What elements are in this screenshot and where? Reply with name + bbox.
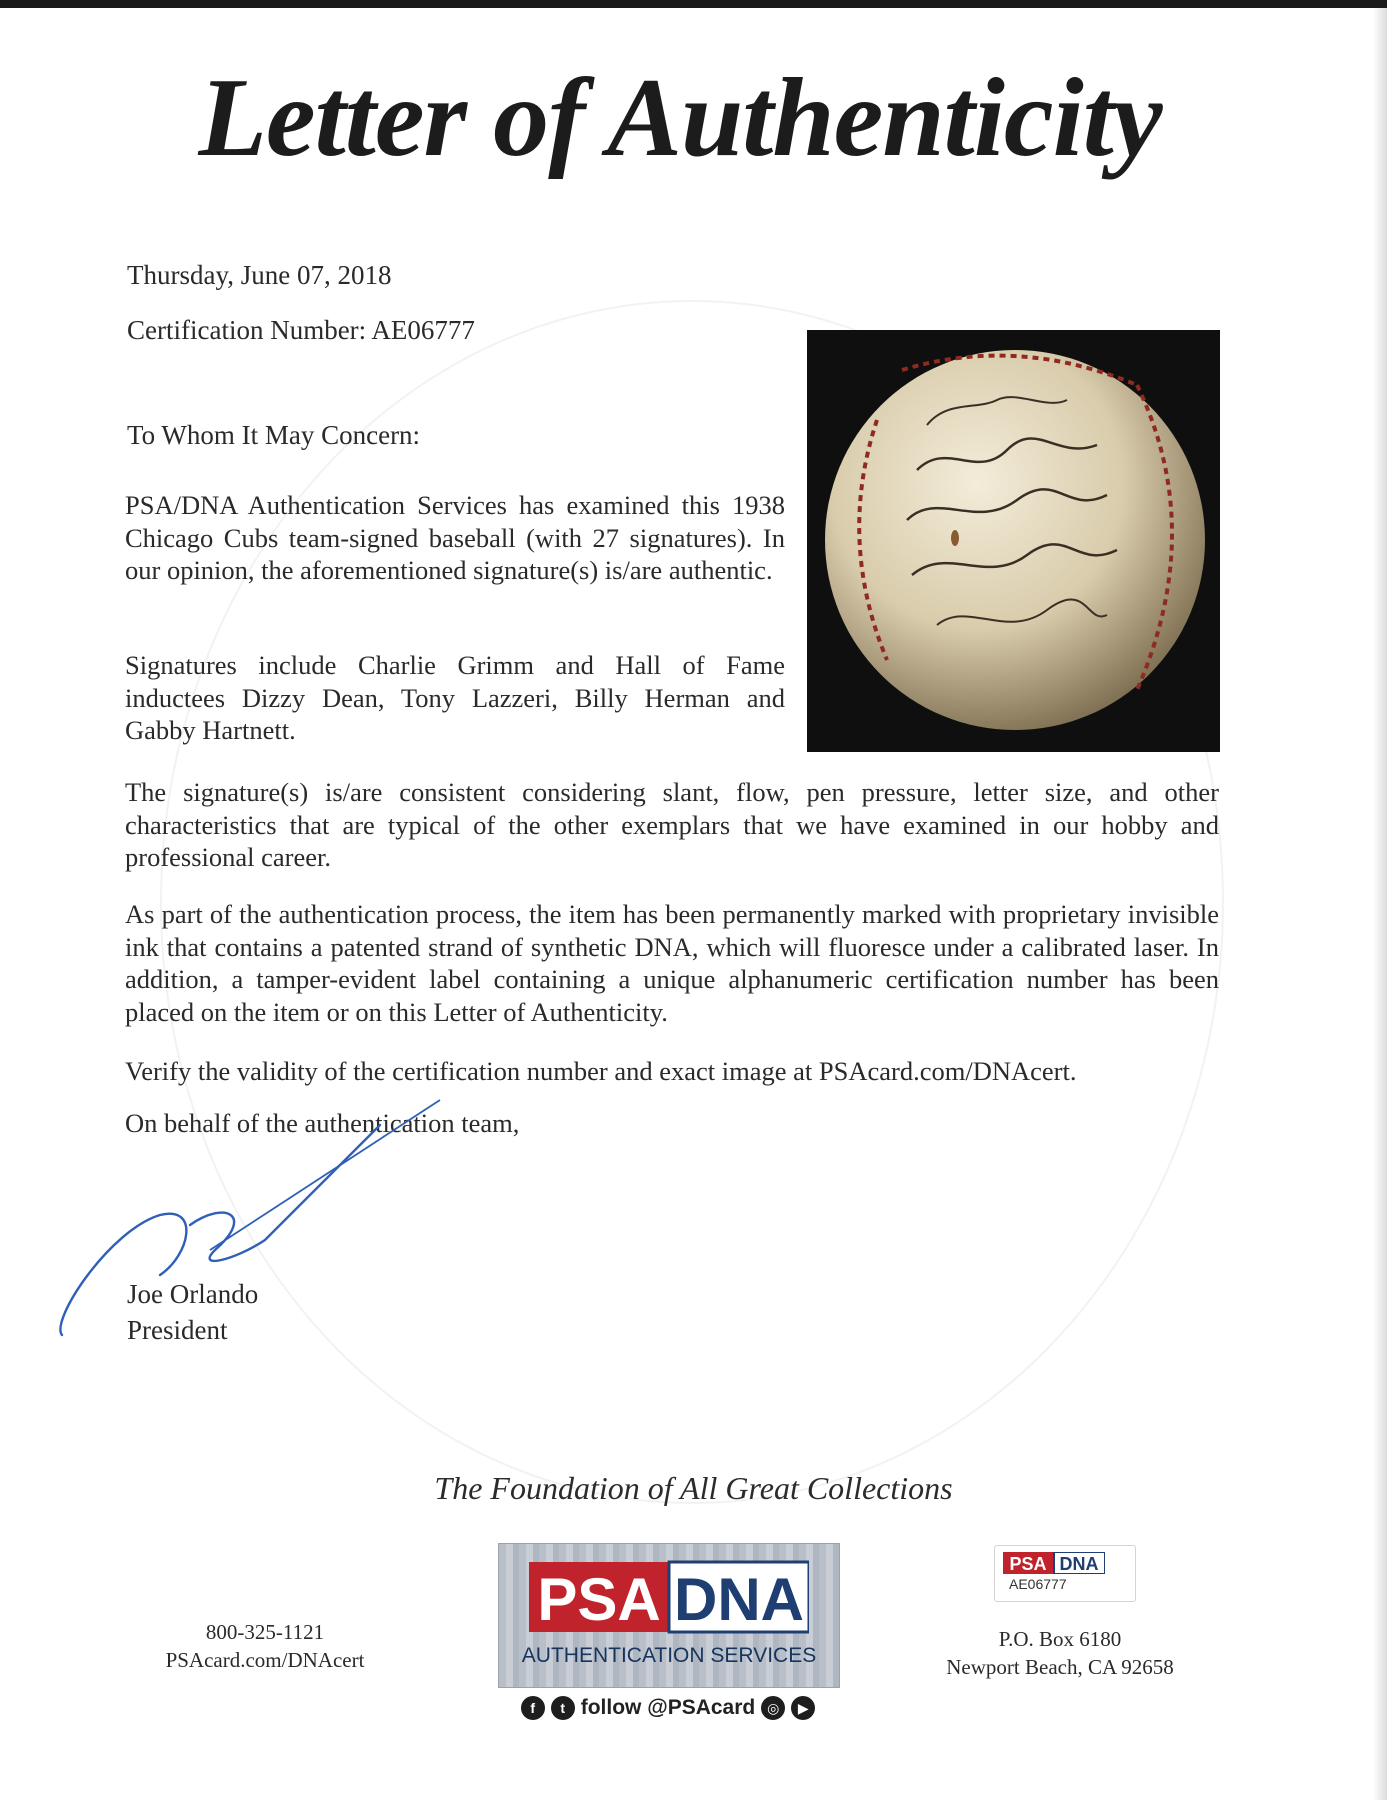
top-border <box>0 0 1387 8</box>
website-text: PSAcard.com/DNAcert <box>165 1648 365 1672</box>
paragraph-examination: PSA/DNA Authentication Services has examined this 1938 Chicago Cubs team-signed baseball (with 27 signatures). In our opinion, the aforementioned signature(s) is/are authentic. <box>125 490 785 585</box>
svg-text:PSA: PSA <box>1009 1554 1047 1574</box>
contact-right <box>910 1625 1210 1681</box>
signer-name: Joe Orlando <box>127 1279 259 1309</box>
closing-line: On behalf of the authentication team, <box>125 1108 520 1138</box>
certification-number: Certification Number: AE06777 <box>127 315 475 345</box>
hologram-subtitle: AUTHENTICATION SERVICES <box>521 1644 817 1667</box>
sticker-code: AE06777 <box>1009 1576 1067 1592</box>
salutation: To Whom It May Concern: <box>127 420 421 450</box>
youtube-icon[interactable]: ▶ <box>791 1696 815 1720</box>
letter-title-text: Letter of Authenticity <box>198 56 1162 180</box>
svg-text:DNA: DNA <box>674 1566 804 1633</box>
svg-text:DNA: DNA <box>1059 1554 1099 1574</box>
letter-title-svg <box>150 30 1210 200</box>
paragraph-consistency: The signature(s) is/are consistent considering slant, flow, pen pressure, letter size, and other characteristics that are typical of the other exemplars that we have examined in our hobby and professional career. <box>125 777 1219 872</box>
cert-sticker <box>994 1545 1136 1602</box>
paragraph-verify: Verify the validity of the certification number and exact image at PSAcard.com/DNAcert. <box>125 1056 1077 1086</box>
psa-dna-logo <box>529 1558 809 1636</box>
social-follow <box>498 1690 838 1726</box>
baseball-photo <box>807 330 1220 752</box>
twitter-icon[interactable]: t <box>551 1696 575 1720</box>
page-edge <box>1373 8 1387 1800</box>
sticker-logo <box>1003 1552 1105 1574</box>
follow-text: follow @PSAcard <box>580 1696 756 1719</box>
city-state-zip: Newport Beach, CA 92658 <box>946 1655 1174 1679</box>
baseball-image <box>807 330 1220 752</box>
footer-tagline: The Foundation of All Great Collections <box>434 1470 953 1506</box>
paragraph-process: As part of the authentication process, the item has been permanently marked with proprietary invisible ink that contains a patented strand of synthetic DNA, which will fluoresce under a calibrated laser. In addition, a tamper-evident label containing a unique alphanumeric certification number has been placed on the item or on this Letter of Authenticity. <box>125 899 1219 1027</box>
po-box: P.O. Box 6180 <box>998 1627 1122 1651</box>
facebook-icon[interactable]: f <box>521 1696 545 1720</box>
paragraph-signatures: Signatures include Charlie Grimm and Hall of Fame inductees Dizzy Dean, Tony Lazzeri, Billy Herman and Gabby Hartnett. <box>125 650 785 745</box>
signature-scribble <box>50 1080 470 1350</box>
contact-left <box>140 1618 390 1674</box>
phone-number: 800-325-1121 <box>205 1620 325 1644</box>
letter-title <box>150 30 1210 200</box>
letter-date: Thursday, June 07, 2018 <box>127 260 392 290</box>
instagram-icon[interactable]: ◎ <box>761 1696 785 1720</box>
signer-title: President <box>127 1315 228 1345</box>
svg-text:PSA: PSA <box>537 1566 661 1633</box>
hologram-label <box>498 1543 840 1688</box>
